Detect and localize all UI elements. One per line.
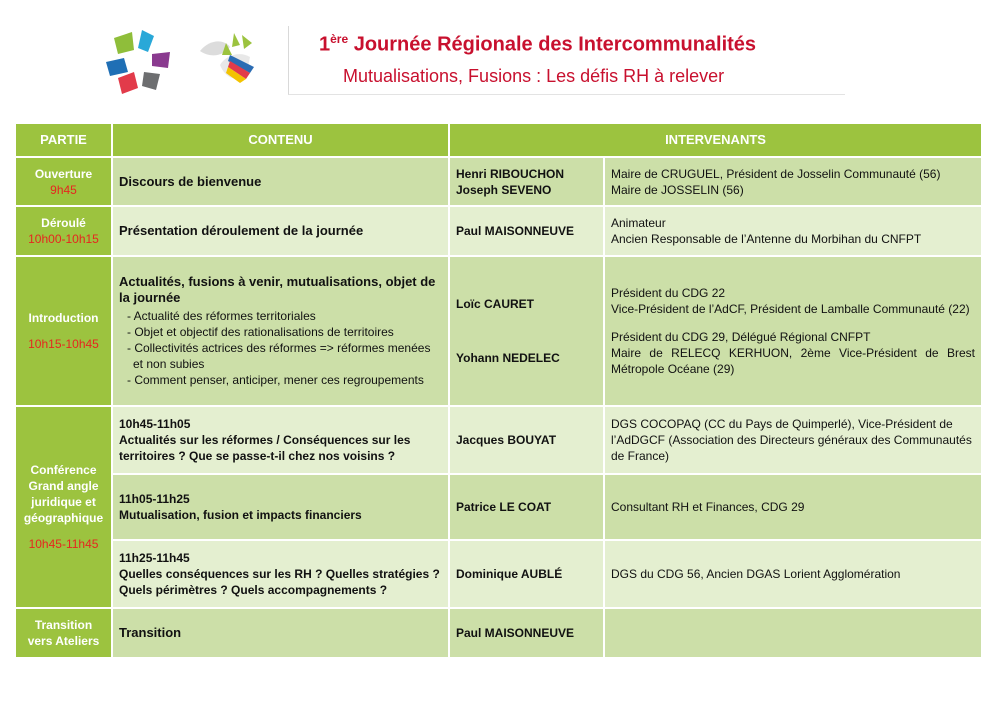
contenu-cell: [112, 206, 449, 256]
contenu-cell: [112, 474, 449, 540]
partie-time: 10h00-10h15: [28, 232, 99, 246]
page-subtitle: Mutualisations, Fusions : Les défis RH à relever: [343, 66, 725, 86]
partie-time: 9h45: [50, 182, 77, 197]
table-header-row: [15, 123, 982, 157]
intervenant-name: Henri RIBOUCHON: [456, 166, 565, 181]
intervenant-role: Maire de CRUGUEL, Président de Josselin Communauté (56): [611, 166, 941, 181]
intervenant-role-cell: [604, 256, 982, 406]
intervenant-role: Président du CDG 22: [611, 286, 726, 300]
star-logo-icon: [104, 28, 174, 98]
partie-label: Déroulé: [41, 216, 86, 230]
table-row: [15, 206, 982, 256]
page-title: 1ère Journée Régionale des Intercommunalités: [319, 32, 757, 56]
item-text: Quelles conséquences sur les RH ? Quelles stratégies ? Quels périmètres ? Quels accompagnements ?: [119, 567, 440, 597]
item-time: 10h45-11h05: [119, 417, 191, 431]
document-header: [0, 0, 992, 110]
intervenant-name-cell: [449, 406, 604, 474]
intervenant-role: DGS du CDG 56, Ancien DGAS Lorient Agglomération: [611, 567, 901, 581]
list-item: - Comment penser, anticiper, mener ces regroupements: [119, 372, 442, 388]
item-text: Mutualisation, fusion et impacts financiers: [119, 508, 362, 522]
contenu-cell: [112, 256, 449, 406]
partie-cell: [15, 157, 112, 206]
intervenant-role: Vice-Président de l’AdCF, Président de Lamballe Communauté (22): [611, 302, 970, 316]
region-logo-icon: [190, 25, 262, 97]
table-row: [15, 406, 982, 474]
item-time: 11h05-11h25: [119, 492, 190, 506]
intervenant-role: Maire de JOSSELIN (56): [611, 182, 744, 197]
intervenant-role-cell: [604, 474, 982, 540]
column-header-intervenants: INTERVENANTS: [449, 123, 982, 157]
column-header-partie: PARTIE: [15, 123, 112, 157]
contenu-bullets: [119, 308, 442, 388]
intervenant-role-cell: [604, 540, 982, 608]
table-row: [15, 256, 982, 406]
program-table: [14, 122, 983, 659]
intervenant-name-cell: [449, 206, 604, 256]
partie-time: 10h45-11h45: [28, 537, 99, 551]
list-item: - Actualité des réformes territoriales: [119, 308, 442, 324]
partie-cell: [15, 256, 112, 406]
contenu-label: Transition: [119, 625, 182, 640]
intervenant-name: Jacques BOUYAT: [456, 433, 557, 447]
contenu-label: Discours de bienvenue: [119, 173, 262, 189]
contenu-cell: [112, 406, 449, 474]
contenu-label: Présentation déroulement de la journée: [119, 223, 364, 238]
intervenant-role-cell: [604, 206, 982, 256]
contenu-cell: [112, 540, 449, 608]
partie-label: Transition vers Ateliers: [27, 618, 100, 648]
intervenant-role: DGS COCOPAQ (CC du Pays de Quimperlé), Vice-Président de l’AdDGCF (Association des Directeurs généraux des Communautés de France): [611, 417, 972, 463]
partie-label: Ouverture: [34, 166, 93, 181]
table-row: [15, 540, 982, 608]
contenu-title: Actualités, fusions à venir, mutualisations, objet de la journée: [119, 274, 436, 305]
intervenant-role: Président du CDG 29, Délégué Régional CNFPT: [611, 330, 871, 344]
partie-label: Conférence Grand angle juridique et géographique: [23, 463, 104, 525]
contenu-cell: [112, 157, 449, 206]
column-header-contenu: CONTENU: [112, 123, 449, 157]
intervenant-role: Maire de RELECQ KERHUON, 2ème Vice-Président de Brest Métropole Océane (29): [611, 346, 976, 376]
intervenant-name-cell: [449, 474, 604, 540]
partie-cell: [15, 608, 112, 658]
partie-time: 10h15-10h45: [28, 337, 99, 351]
intervenant-role: Animateur: [611, 216, 666, 230]
title-box: [288, 26, 845, 95]
intervenant-name: Yohann NEDELEC: [456, 351, 560, 365]
list-item: - Objet et objectif des rationalisations de territoires: [119, 324, 442, 340]
item-time: 11h25-11h45: [119, 551, 190, 565]
intervenant-name-cell: [449, 256, 604, 406]
list-item: - Collectivités actrices des réformes => réformes menées et non subies: [119, 340, 442, 372]
item-text: Actualités sur les réformes / Conséquences sur les territoires ? Que se passe-t-il chez nos voisins ?: [119, 433, 411, 463]
intervenant-role-cell: [604, 157, 982, 206]
intervenant-name: Patrice LE COAT: [456, 500, 552, 514]
intervenant-name: Joseph SEVENO: [456, 182, 552, 197]
intervenant-name-cell: [449, 157, 604, 206]
intervenant-name: Paul MAISONNEUVE: [456, 626, 575, 640]
intervenant-role: Ancien Responsable de l’Antenne du Morbihan du CNFPT: [611, 232, 922, 246]
table-row: [15, 608, 982, 658]
intervenant-name-cell: [449, 540, 604, 608]
intervenant-name: Paul MAISONNEUVE: [456, 224, 575, 238]
partie-label: Introduction: [28, 311, 99, 325]
intervenant-role: Consultant RH et Finances, CDG 29: [611, 500, 805, 514]
partie-cell: [15, 406, 112, 608]
contenu-cell: [112, 608, 449, 658]
table-row: [15, 474, 982, 540]
intervenant-name: Loïc CAURET: [456, 297, 534, 311]
table-row: [15, 157, 982, 206]
intervenant-role-cell: [604, 608, 982, 658]
partie-cell: [15, 206, 112, 256]
intervenant-role-cell: [604, 406, 982, 474]
intervenant-name: Dominique AUBLÉ: [456, 567, 563, 581]
intervenant-name-cell: [449, 608, 604, 658]
